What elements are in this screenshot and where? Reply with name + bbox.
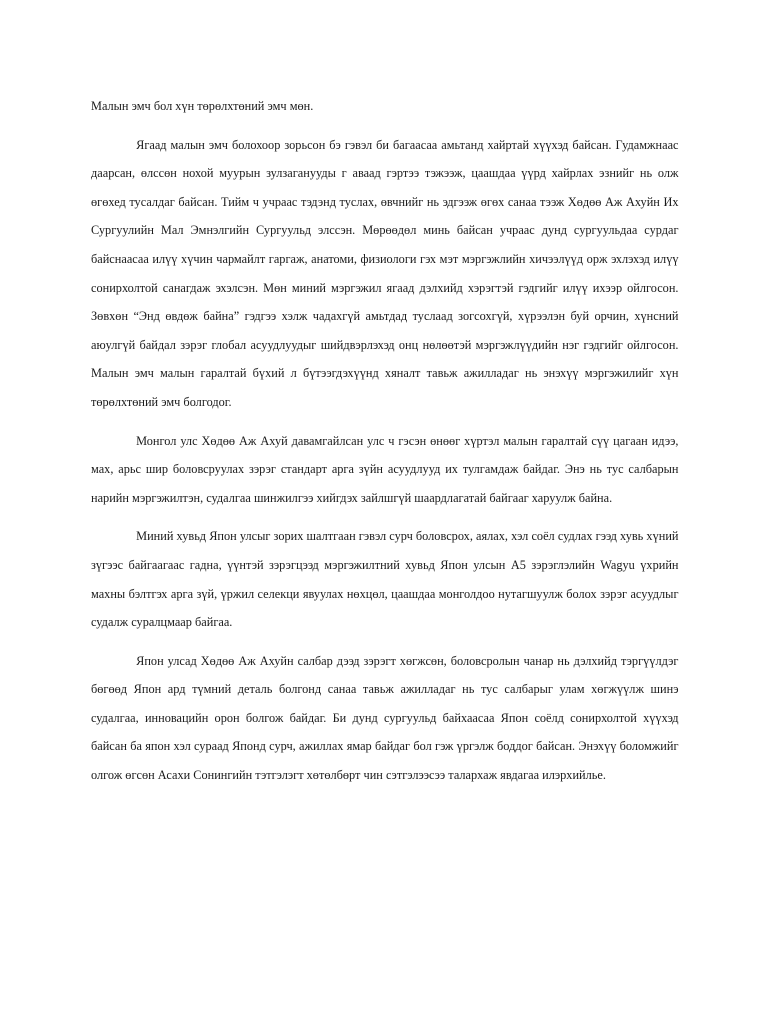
document-page <box>91 92 679 790</box>
paragraph-1: Ягаад малын эмч болохоор зорьсон бэ гэвэл би багаасаа амьтанд хайртай хүүхэд байсан. Гудамжнаас даарсан, өлссөн нохой муурын зулзаганууды г аваад гэртээ тэжээж, цаашдаа үүрд хайрлах эзнийг нь олж өгөхед тусалдаг байсан. Тийм ч учраас тэдэнд туслах, өвчнийг нь эдгээж өгөх санаа тээж Хөдөө Аж Ахуйн Их Сургуулийн Мал Эмнэлгийн Сургуульд элссэн. Мөрөөдөл минь байсан учраас дунд сургуульдаа сурдаг байснаасаа илүү хүчин чармайлт гаргаж, анатоми, физиологи гэх мэт мэргэжлийн хичээлүүд орж эхлэхэд илүү сонирхолтой санагдаж эхэлсэн. Мөн миний мэргэжил ягаад дэлхийд хэрэгтэй гэдгийг илүү ихээр ойлгосон. Зөвхөн “Энд өвдөж байна” гэдгээ хэлж чадахгүй амьтдад туслаад зогсохгүй, хүрээлэн буй орчин, хүнсний аюулгүй байдал зэрэг глобал асуудлуудыг шийдвэрлэхэд онц нөлөөтэй мэргэжлүүдийн нэг гэдгийг ойлгосон. Малын эмч малын гаралтай бүхий л бүтээгдэхүүнд хяналт тавьж ажилладаг нь энэхүү мэргэжилийг хүн төрөлхтөний эмч болгодог. <box>91 136 679 409</box>
paragraph-4: Япон улсад Хөдөө Аж Ахуйн салбар дээд зэрэгт хөгжсөн, боловсролын чанар нь дэлхийд тэргүүлдэг бөгөөд Япон ард түмний деталь болгонд санаа тавьж ажилладаг нь тус салбарыг улам хөгжүүлж шинэ судалгаа, инновацийн орон болгож байдаг. Би дунд сургуульд байхаасаа Япон соёлд сонирхолтой хүүхэд байсан ба япон хэл сураад Японд сурч, ажиллах ямар байдаг бол гэж үргэлж боддог байсан. Энэхүү боломжийг олгож өгсөн Асахи Сонингийн тэтгэлэгт хөтөлбөрт чин сэтгэлээсээ талархаж явдагаа илэрхийлье. <box>91 652 679 783</box>
paragraph-3: Миний хувьд Япон улсыг зорих шалтгаан гэвэл сурч боловсрох, аялах, хэл соёл судлах гээд хувь хүний зүгээс байгаагаас гадна, үүнтэй зэрэгцээд мэргэжилтний хувьд Япон улсын А5 зэрэглэлийн Wagyu үхрийн махны бэлтгэх арга зүй, үржил селекци явуулах нөхцөл, цаашдаа монголдоо нутагшуулж болох зэрэг асуудлыг судалж суралцмаар байгаа. <box>91 528 679 630</box>
intro-line: Малын эмч бол хүн төрөлхтөний эмч мөн. <box>91 98 314 113</box>
paragraph-2: Монгол улс Хөдөө Аж Ахуй давамгайлсан улс ч гэсэн өнөөг хүртэл малын гаралтай сүү цагаан идээ, мах, арьс шир боловсруулах зэрэг стандарт арга зүйн асуудлууд их тулгамдаж байдаг. Энэ нь тус салбарын нарийн мэргэжилтэн, судалгаа шинжилгээ хийгдэх зайлшгүй шаардлагатай байгааг харуулж байна. <box>91 432 679 505</box>
